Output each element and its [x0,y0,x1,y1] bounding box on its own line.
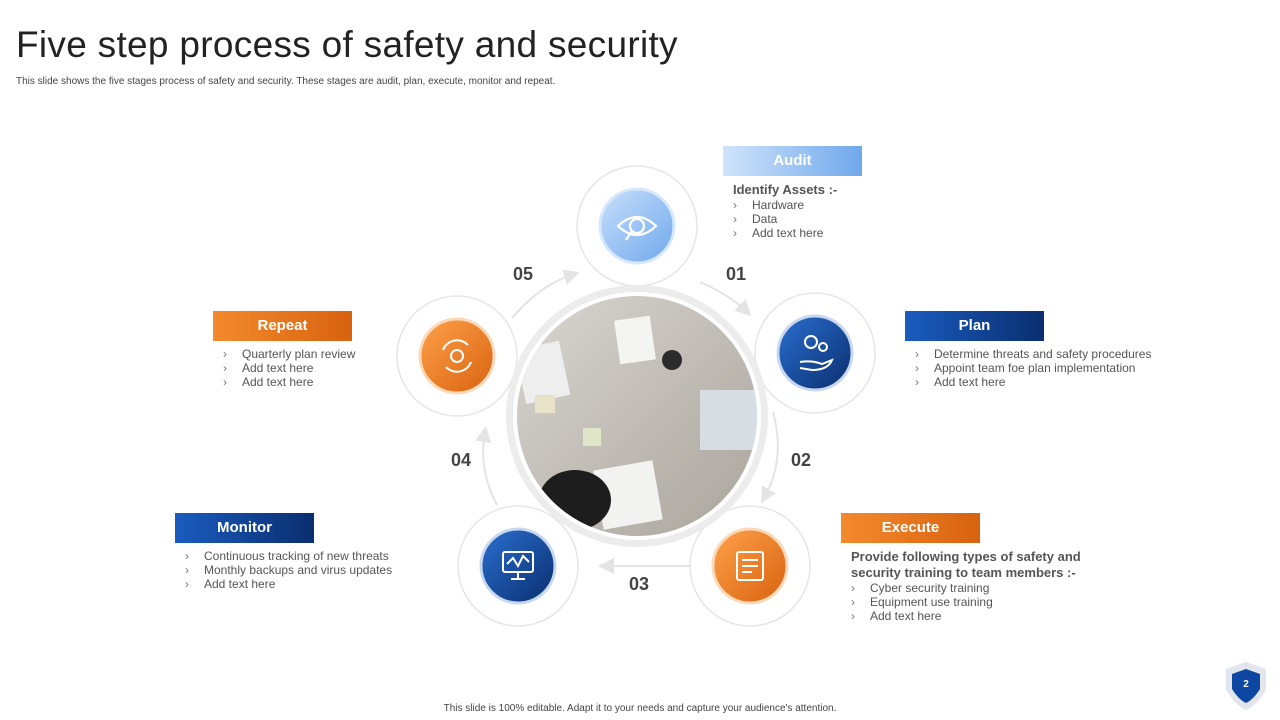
node-audit [599,188,675,264]
step-number-02: 02 [791,450,812,470]
footer-note: This slide is 100% editable. Adapt it to your needs and capture your audience's attention. [443,703,837,714]
page-title: Five step process of safety and security [16,24,678,65]
execute-label: Execute [841,513,980,543]
node-repeat [420,319,494,393]
list-item: › Determine threats and safety procedures [915,347,1151,361]
list-item: › Equipment use training [851,595,993,609]
list-item: › Hardware [733,198,823,212]
step-number-05: 05 [513,264,534,284]
audit-subhead: Identify Assets :- [733,182,838,197]
list-item: › Add text here [185,577,392,591]
list-item: › Appoint team foe plan implementation [915,361,1151,375]
step-number-01: 01 [726,264,747,284]
monitor-label: Monitor [175,513,314,543]
list-item: › Continuous tracking of new threats [185,549,392,563]
execute-bullets [851,581,993,623]
list-item: › Quarterly plan review [223,347,355,361]
step-number-04: 04 [451,450,472,470]
list-item: › Data [733,212,823,226]
list-item: › Monthly backups and virus updates [185,563,392,577]
execute-subhead-line1: Provide following types of safety and [851,549,1081,564]
list-item: › Add text here [733,226,823,240]
page-number: 2 [1243,679,1249,690]
audit-bullets [733,198,823,240]
list-item: › Add text here [851,609,993,623]
list-item: › Add text here [915,375,1151,389]
list-item: › Add text here [223,361,355,375]
repeat-bullets [223,347,355,389]
list-item: › Cyber security training [851,581,993,595]
audit-label: Audit [723,146,862,176]
plan-label: Plan [905,311,1044,341]
center-photo [506,285,768,547]
list-item: › Add text here [223,375,355,389]
execute-subhead-line2: security training to team members :- [851,565,1076,580]
page-subtitle: This slide shows the five stages process of safety and security. These stages are audit, plan, execute, monitor and repeat. [16,76,556,87]
plan-bullets [915,347,1151,389]
step-number-03: 03 [629,574,650,594]
node-plan [778,316,852,390]
monitor-bullets [185,549,392,591]
repeat-label: Repeat [213,311,352,341]
